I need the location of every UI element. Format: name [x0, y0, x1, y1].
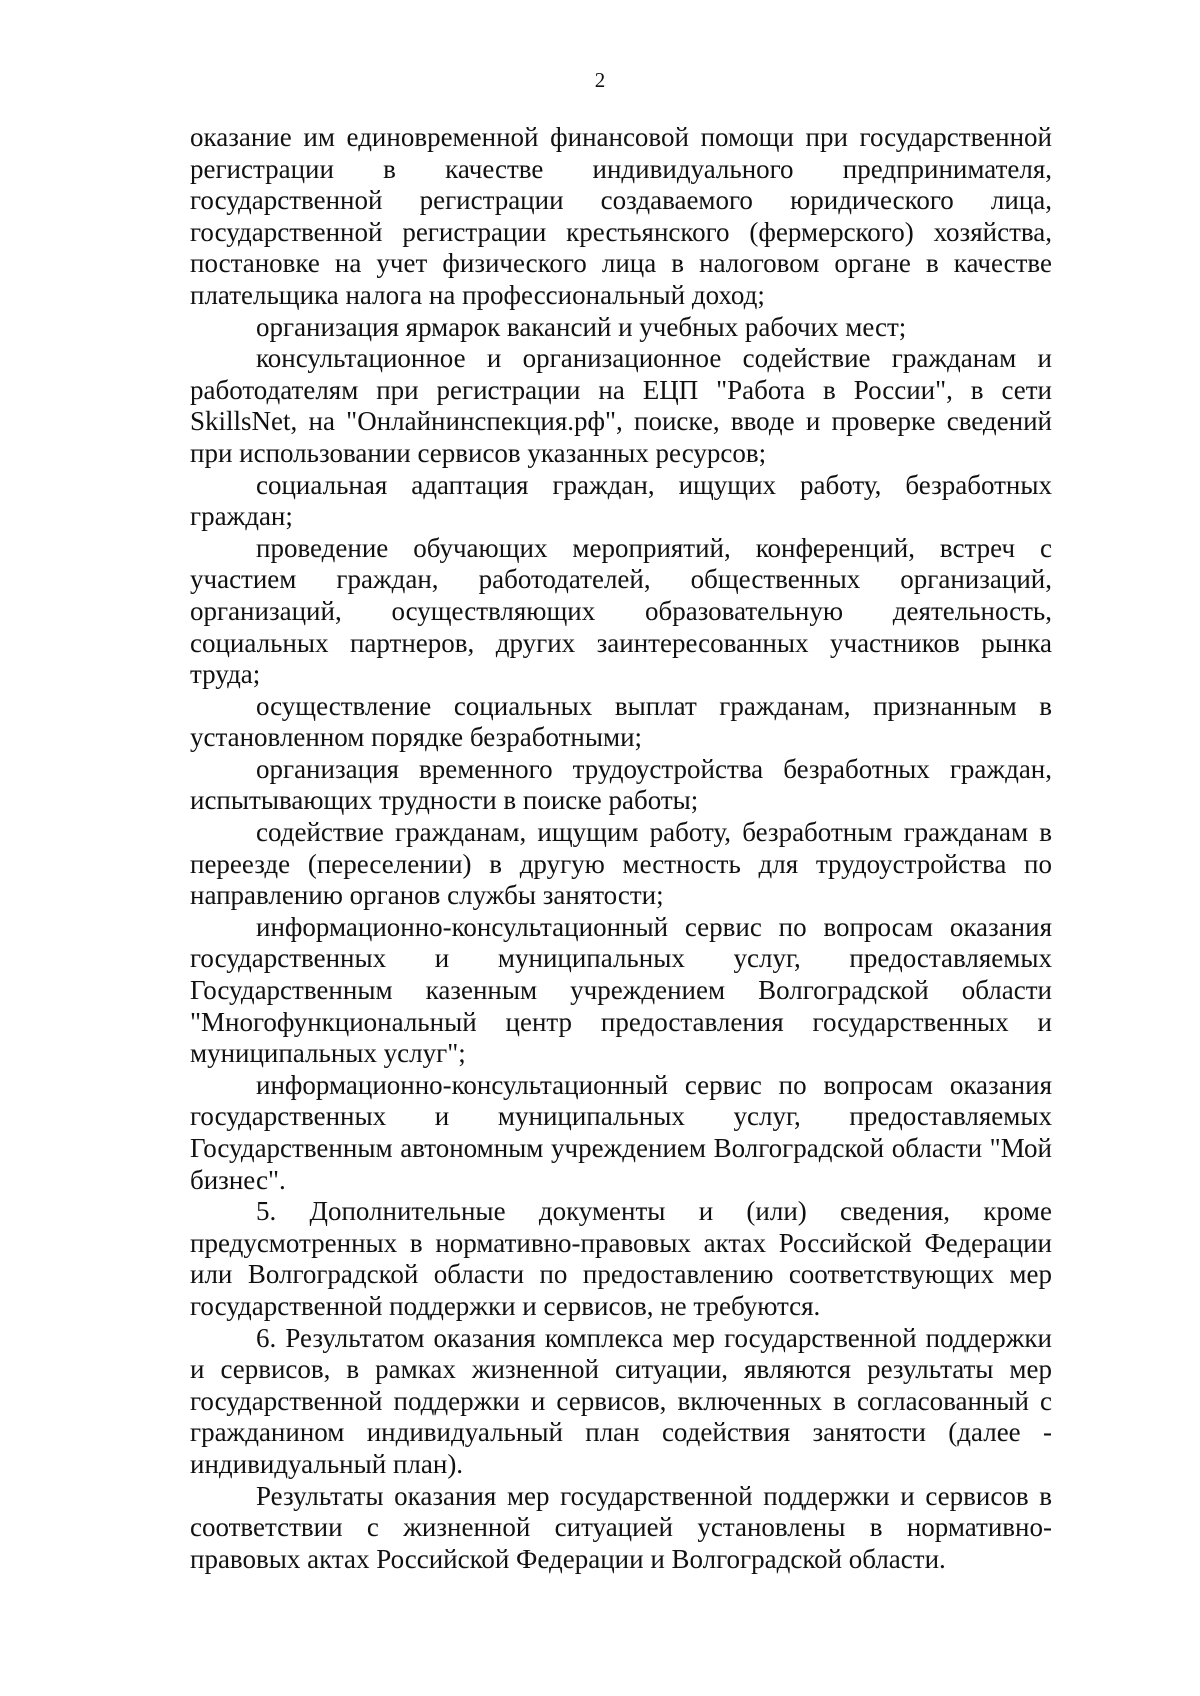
page-number: 2: [594, 68, 606, 92]
paragraph-my-business-service: информационно-консультационный сервис по вопросам оказания государственных и муниципальных услуг, предоставляемых Государственным автономным учреждением Волгоградской области "Мой бизнес".: [190, 1069, 1052, 1195]
paragraph-results: Результаты оказания мер государственной поддержки и сервисов в соответствии с жизненной ситуацией установлены в нормативно-правовых актах Российской Федерации и Волгоградской области.: [190, 1480, 1052, 1574]
paragraph-training-events: проведение обучающих мероприятий, конференций, встреч с участием граждан, работодателей, общественных организаций, организаций, осуществляющих образовательную деятельность, социальных партнеров, других заинтересованных участников рынка труда;: [190, 532, 1052, 690]
paragraph-consulting-support: консультационное и организационное содействие гражданам и работодателям при регистрации на ЕЦП "Работа в России", в сети SkillsNet, на "Онлайнинспекция.рф", поиске, вводе и проверке сведений при использовании сервисов указанных ресурсов;: [190, 343, 1052, 468]
paragraph-section-6: 6. Результатом оказания комплекса мер государственной поддержки и сервисов, в рамках жизненной ситуации, являются результаты мер государственной поддержки и сервисов, включенных в согласованный с гражданином индивидуальный план содействия занятости (далее - индивидуальный план).: [190, 1322, 1052, 1479]
paragraph-financial-assistance: оказание им единовременной финансовой помощи при государственной регистрации в качестве индивидуального предпринимателя, государственной регистрации создаваемого юридического лица, государственной регистрации крестьянского (фермерского) хозяйства, постановке на учет физического лица в налоговом органе в качестве плательщика налога на профессиональный доход;: [190, 122, 1052, 310]
document-body: [190, 122, 1052, 1575]
paragraph-relocation-assistance: содействие гражданам, ищущим работу, безработным гражданам в переезде (переселении) в другую местность для трудоустройства по направлению органов службы занятости;: [190, 817, 1052, 911]
paragraph-section-5: 5. Дополнительные документы и (или) сведения, кроме предусмотренных в нормативно-правовых актах Российской Федерации или Волгоградской области по предоставлению соответствующих мер государственной поддержки и сервисов, не требуются.: [190, 1196, 1052, 1321]
paragraph-job-fairs: организация ярмарок вакансий и учебных рабочих мест;: [256, 311, 907, 342]
paragraph-social-adaptation: социальная адаптация граждан, ищущих работу, безработных граждан;: [190, 469, 1052, 532]
paragraph-temporary-employment: организация временного трудоустройства безработных граждан, испытывающих трудности в поиске работы;: [190, 753, 1052, 816]
paragraph-social-payments: осуществление социальных выплат гражданам, признанным в установленном порядке безработными;: [190, 690, 1052, 753]
paragraph-mfc-service: информационно-консультационный сервис по вопросам оказания государственных и муниципальных услуг, предоставляемых Государственным казенным учреждением Волгоградской области "Многофункциональный центр предоставления государственных и муниципальных услуг";: [190, 911, 1052, 1069]
